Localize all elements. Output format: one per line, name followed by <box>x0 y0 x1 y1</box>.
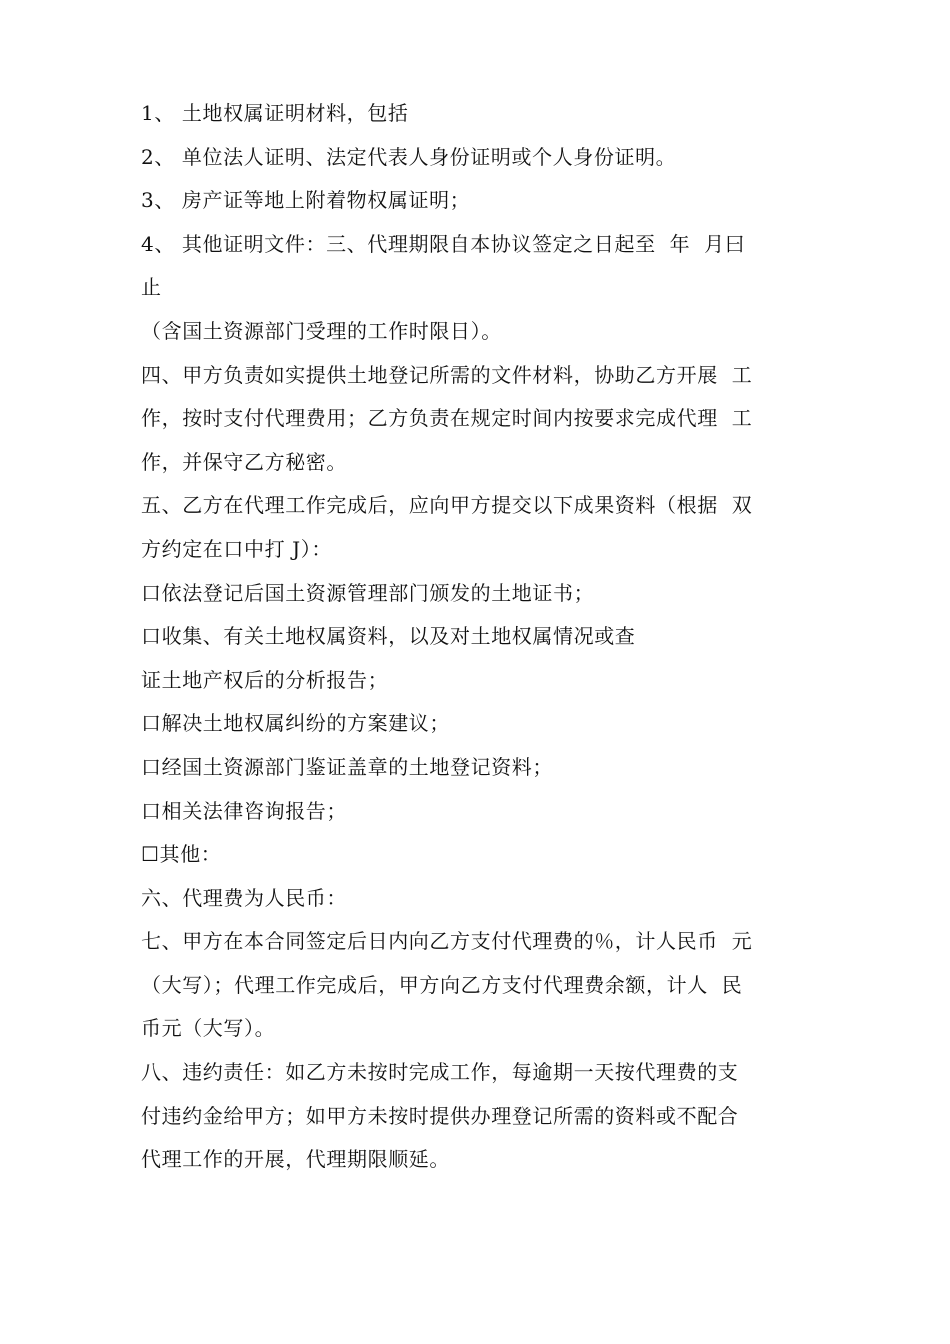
text-line-5: 止 <box>141 275 162 300</box>
text-line-25: 代理工作的开展，代理期限顺延。 <box>141 1147 450 1172</box>
document-body <box>141 92 811 1182</box>
text-line-8: 作，按时支付代理费用；乙方负责在规定时间内按要求完成代理 工 <box>141 406 753 431</box>
text-line-9: 作，并保守乙方秘密。 <box>141 449 347 474</box>
text-line-17: 口相关法律咨询报告； <box>141 798 347 823</box>
text-line-4: 4、 其他证明文件：三、代理期限自本协议签定之日起至 年 月曰 <box>141 231 746 256</box>
text-line-10: 五、乙方在代理工作完成后，应向甲方提交以下成果资料（根据 双 <box>141 493 753 518</box>
text-line-14: 证土地产权后的分析报告； <box>141 667 389 692</box>
text-line-3: 3、 房产证等地上附着物权属证明； <box>141 188 471 213</box>
text-line-20: 七、甲方在本合同签定后日内向乙方支付代理费的％，计人民币 元 <box>141 929 753 954</box>
text-line-6: （含国土资源部门受理的工作时限日）。 <box>141 318 502 343</box>
text-line-13: 口收集、有关土地权属资料，以及对土地权属情况或查 <box>141 624 636 649</box>
text-line-24: 付违约金给甲方；如甲方未按时提供办理登记所需的资料或不配合 <box>141 1103 739 1128</box>
text-line-23: 八、违约责任：如乙方未按时完成工作，每逾期一天按代理费的支 <box>141 1060 739 1085</box>
text-line-12: 口依法登记后国土资源管理部门颁发的土地证书； <box>141 580 595 605</box>
text-line-2: 2、 单位法人证明、法定代表人身份证明或个人身份证明。 <box>141 144 677 169</box>
text-line-1: 1、 土地权属证明材料，包括 <box>141 101 409 125</box>
text-line-22: 币元（大写）。 <box>141 1016 276 1041</box>
text-line-18: ☐其他： <box>141 842 222 867</box>
text-line-16: 口经国土资源部门鉴证盖章的土地登记资料； <box>141 754 553 779</box>
text-line-19: 六、代理费为人民币： <box>141 885 347 910</box>
text-line-21: （大写）；代理工作完成后，甲方向乙方支付代理费余额，计人 民 <box>141 972 743 997</box>
text-line-11: 方约定在口中打 J）： <box>141 536 332 561</box>
text-line-7: 四、甲方负责如实提供土地登记所需的文件材料，协助乙方开展 工 <box>141 362 753 387</box>
text-line-15: 口解决土地权属纠纷的方案建议； <box>141 711 450 736</box>
